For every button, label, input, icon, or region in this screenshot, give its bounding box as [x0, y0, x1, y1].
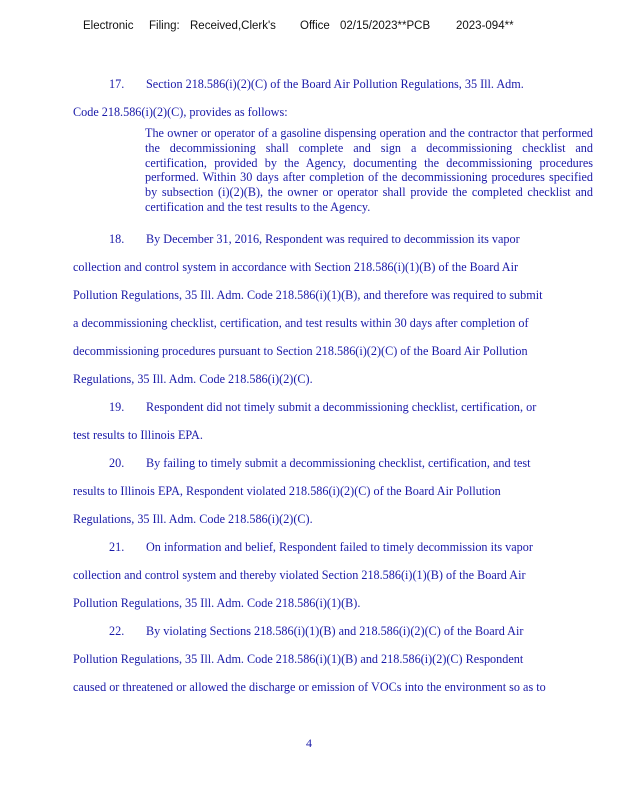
paragraph-text: results to Illinois EPA, Respondent violated 218.586(i)(2)(C) of the Board Air Pollution: [73, 483, 501, 498]
header-docket: 2023-094**: [456, 20, 514, 32]
paragraph-text: caused or threatened or allowed the discharge or emission of VOCs into the environment so as to: [73, 679, 546, 694]
header-electronic: Electronic: [83, 20, 134, 32]
paragraph-20-line: [73, 449, 599, 477]
paragraph-number: 18.: [109, 231, 125, 246]
paragraph-text: By failing to timely submit a decommissioning checklist, certification, and test: [146, 455, 531, 470]
paragraph-text: Code 218.586(i)(2)(C), provides as follows:: [73, 105, 288, 119]
paragraph-number: 21.: [109, 539, 125, 554]
paragraph-18-line: [73, 281, 599, 309]
block-quote: The owner or operator of a gasoline dispensing operation and the contractor that performed the decommissioning shall complete and sign a decommissioning checklist and certification, provided by the Agency, documenting the decommissioning procedures performed. Within 30 days after completion of the decommissioning procedures specified by subsection (i)(2)(B), the owner or operator shall provide the completed checklist and certification and the test results to the Agency.: [145, 126, 593, 214]
paragraph-17-line: [73, 70, 599, 98]
paragraph-text: test results to Illinois EPA.: [73, 427, 203, 442]
paragraph-text: Section 218.586(i)(2)(C) of the Board Air Pollution Regulations, 35 Ill. Adm.: [146, 77, 524, 91]
paragraph-20-line: [73, 505, 599, 533]
paragraph-21-line: [73, 533, 599, 561]
paragraph-17-line: [73, 98, 599, 126]
paragraph-18-line: [73, 253, 599, 281]
paragraph-text: Pollution Regulations, 35 Ill. Adm. Code 218.586(i)(1)(B), and therefore was required to submit: [73, 287, 543, 302]
paragraph-22-line: [73, 673, 599, 701]
header-received: Received,Clerk's: [190, 20, 276, 32]
paragraph-text: Pollution Regulations, 35 Ill. Adm. Code 218.586(i)(1)(B).: [73, 595, 361, 610]
paragraph-text: On information and belief, Respondent failed to timely decommission its vapor: [146, 539, 533, 554]
paragraph-text: Regulations, 35 Ill. Adm. Code 218.586(i)(2)(C).: [73, 371, 313, 386]
page-number: 4: [306, 736, 312, 750]
header-office: Office: [300, 20, 330, 32]
paragraph-18-line: [73, 225, 599, 253]
paragraph-text: a decommissioning checklist, certification, and test results within 30 days after completion of: [73, 315, 529, 330]
paragraph-19-line: [73, 421, 599, 449]
paragraph-19-line: [73, 393, 599, 421]
document-body: [73, 70, 599, 701]
header-date: 02/15/2023**PCB: [340, 20, 431, 32]
paragraph-text: decommissioning procedures pursuant to Section 218.586(i)(2)(C) of the Board Air Pollution: [73, 343, 528, 358]
paragraph-20-line: [73, 477, 599, 505]
paragraph-18-line: [73, 337, 599, 365]
filing-stamp-header: [83, 20, 598, 32]
paragraph-text: collection and control system in accordance with Section 218.586(i)(1)(B) of the Board Air: [73, 259, 519, 274]
paragraph-18-line: [73, 365, 599, 393]
paragraph-text: Pollution Regulations, 35 Ill. Adm. Code 218.586(i)(1)(B) and 218.586(i)(2)(C) Respondent: [73, 651, 524, 666]
paragraph-text: Respondent did not timely submit a decommissioning checklist, certification, or: [146, 399, 537, 414]
paragraph-22-line: [73, 645, 599, 673]
paragraph-text: collection and control system and thereby violated Section 218.586(i)(1)(B) of the Board Air: [73, 567, 526, 582]
paragraph-number: 17.: [109, 77, 125, 91]
paragraph-text: Regulations, 35 Ill. Adm. Code 218.586(i)(2)(C).: [73, 511, 313, 526]
header-filing: Filing:: [149, 20, 180, 32]
paragraph-number: 19.: [109, 399, 125, 414]
paragraph-18-line: [73, 309, 599, 337]
paragraph-number: 22.: [109, 623, 125, 638]
paragraph-number: 20.: [109, 455, 125, 470]
paragraph-text: By violating Sections 218.586(i)(1)(B) and 218.586(i)(2)(C) of the Board Air: [146, 623, 524, 638]
paragraph-21-line: [73, 561, 599, 589]
paragraph-22-line: [73, 617, 599, 645]
paragraph-text: By December 31, 2016, Respondent was required to decommission its vapor: [146, 231, 520, 246]
paragraph-21-line: [73, 589, 599, 617]
